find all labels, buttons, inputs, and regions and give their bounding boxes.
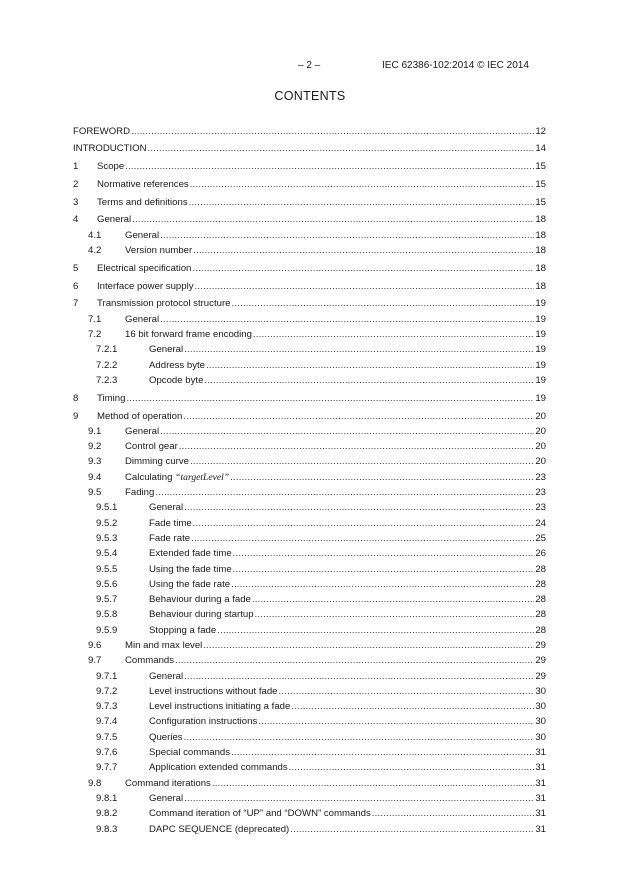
toc-entry[interactable] xyxy=(73,531,546,546)
toc-entry-title: Electrical specification xyxy=(97,262,192,274)
dot-leader xyxy=(132,212,534,227)
dot-leader xyxy=(179,439,535,454)
dot-leader xyxy=(291,699,534,714)
toc-entry[interactable] xyxy=(73,699,546,714)
toc-entry[interactable] xyxy=(73,776,546,791)
toc-entry-title: Configuration instructions xyxy=(149,716,258,728)
toc-entry[interactable] xyxy=(73,141,546,156)
toc-entry-number: 9.5.6 xyxy=(96,578,118,590)
toc-entry-page: 15 xyxy=(535,196,546,208)
toc-entry-page: 25 xyxy=(535,532,546,544)
toc-entry-page: 19 xyxy=(535,359,546,371)
dot-leader xyxy=(252,592,534,607)
toc-entry-number: 4.2 xyxy=(88,245,102,257)
toc-entry[interactable] xyxy=(73,546,546,561)
dot-leader xyxy=(125,159,534,174)
toc-entry[interactable] xyxy=(73,577,546,592)
dot-leader xyxy=(258,714,534,729)
toc-entry-number: 9.7.3 xyxy=(96,701,118,713)
toc-entry-page: 20 xyxy=(535,410,546,422)
toc-entry-page: 19 xyxy=(535,392,546,404)
toc-entry[interactable] xyxy=(73,485,546,500)
toc-entry-title: General xyxy=(97,214,132,226)
toc-entry-page: 23 xyxy=(535,487,546,499)
toc-entry-number: 8 xyxy=(73,392,79,404)
toc-entry-number: 7.2.1 xyxy=(96,344,118,356)
toc-entry[interactable] xyxy=(73,212,546,227)
page-title: CONTENTS xyxy=(274,89,346,103)
toc-entry-page: 19 xyxy=(535,313,546,325)
dot-leader xyxy=(230,470,534,485)
toc-entry[interactable] xyxy=(73,373,546,388)
toc-entry-page: 31 xyxy=(535,747,546,759)
toc-entry-page: 26 xyxy=(535,548,546,560)
toc-entry-page: 29 xyxy=(535,640,546,651)
toc-entry-number: 2 xyxy=(73,178,79,190)
dot-leader xyxy=(206,358,534,373)
dot-leader xyxy=(204,373,534,388)
toc-entry[interactable] xyxy=(73,623,546,638)
dot-leader xyxy=(255,607,535,622)
dot-leader xyxy=(184,791,534,806)
toc-entry[interactable] xyxy=(73,124,546,139)
toc-entry-page: 20 xyxy=(535,425,546,437)
toc-entry[interactable] xyxy=(73,409,546,424)
toc-entry-page: 31 xyxy=(535,762,546,774)
toc-entry-title: General xyxy=(149,344,184,356)
toc-entry-page: 19 xyxy=(535,298,546,310)
toc-entry[interactable] xyxy=(73,500,546,515)
toc-entry-page: 23 xyxy=(535,471,546,483)
dot-leader xyxy=(160,228,534,243)
toc-entry-title: Terms and definitions xyxy=(97,196,188,208)
toc-entry-title: DAPC SEQUENCE (deprecated) xyxy=(149,823,290,835)
toc-entry-title: Special commands xyxy=(149,747,231,759)
toc-entry[interactable] xyxy=(73,358,546,373)
toc-entry[interactable] xyxy=(73,653,546,668)
dot-leader xyxy=(203,638,534,653)
dot-leader xyxy=(155,485,534,500)
dot-leader xyxy=(191,531,534,546)
toc-entry-title: General xyxy=(149,792,184,804)
toc-entry-page: 14 xyxy=(535,143,546,155)
toc-entry[interactable] xyxy=(73,516,546,531)
toc-entry-title: Opcode byte xyxy=(149,374,204,386)
toc-entry[interactable] xyxy=(73,327,546,342)
toc-entry[interactable] xyxy=(73,279,546,294)
toc-entry-number: 7.2 xyxy=(88,329,102,341)
toc-entry-page: 24 xyxy=(535,517,546,529)
dot-leader xyxy=(231,296,534,311)
toc-entry-title: Transmission protocol structure xyxy=(97,298,231,310)
dot-leader xyxy=(184,500,534,515)
toc-entry[interactable] xyxy=(73,243,546,258)
toc-entry-title: Timing xyxy=(97,392,126,404)
toc-entry-number: 1 xyxy=(73,161,79,173)
toc-entry-title: Using the fade time xyxy=(149,563,232,575)
toc-entry-number: 9.7.6 xyxy=(96,747,118,759)
toc-entry-number: 9.2 xyxy=(88,441,102,453)
toc-entry-page: 18 xyxy=(535,245,546,257)
toc-entry-number: 9.6 xyxy=(88,640,102,651)
dot-leader xyxy=(184,669,534,684)
toc-entry-number: 9.8 xyxy=(88,777,102,789)
toc-entry-title: General xyxy=(149,502,184,514)
toc-entry-title: Version number xyxy=(125,245,193,257)
toc-entry-title: Address byte xyxy=(149,359,205,371)
toc-entry-title: Extended fade time xyxy=(149,548,232,560)
toc-entry-title: INTRODUCTION xyxy=(73,143,147,155)
toc-entry-title: Fading xyxy=(125,487,155,499)
dot-leader xyxy=(193,243,534,258)
toc-entry-page: 15 xyxy=(535,178,546,190)
toc-entry-page: 31 xyxy=(535,823,546,835)
toc-entry-title: General xyxy=(125,313,160,325)
toc-entry-page: 29 xyxy=(535,655,546,667)
toc-entry-number: 5 xyxy=(73,262,79,274)
toc-entry-number: 9.5.8 xyxy=(96,609,118,621)
toc-entry[interactable] xyxy=(73,312,546,327)
toc-entry-title: Fade time xyxy=(149,517,192,529)
toc-entry-page: 30 xyxy=(535,685,546,697)
toc-entry-number: 7.2.2 xyxy=(96,359,118,371)
toc-entry[interactable] xyxy=(73,806,546,821)
toc-entry-number: 9.7.1 xyxy=(96,670,118,682)
dot-leader xyxy=(217,623,534,638)
dot-leader xyxy=(279,684,535,699)
toc-entry-title: Min and max level xyxy=(125,640,203,651)
toc-entry-number: 9.7.7 xyxy=(96,762,118,774)
toc-entry[interactable] xyxy=(73,684,546,699)
toc-entry-number: 9.1 xyxy=(88,425,102,437)
dot-leader xyxy=(289,760,535,775)
toc-entry-number: 3 xyxy=(73,196,79,208)
toc-entry[interactable] xyxy=(73,454,546,469)
toc-entry-number: 6 xyxy=(73,280,79,292)
toc-entry-title: Dimming curve xyxy=(125,456,189,468)
dot-leader xyxy=(183,409,534,424)
dot-leader xyxy=(233,546,535,561)
dot-leader xyxy=(126,391,534,406)
toc-entry-title-italic: “targetLevel” xyxy=(175,471,230,483)
toc-entry-page: 19 xyxy=(535,329,546,341)
dot-leader xyxy=(189,195,535,210)
toc-entry[interactable] xyxy=(73,439,546,454)
toc-entry-page: 18 xyxy=(535,280,546,292)
toc-entry-page: 15 xyxy=(535,161,546,173)
toc-entry-title: Method of operation xyxy=(97,410,183,422)
dot-leader xyxy=(184,730,535,745)
toc-entry-number: 9.5 xyxy=(88,487,102,499)
toc-entry-title: Interface power supply xyxy=(97,280,194,292)
dot-leader xyxy=(131,124,534,139)
toc-entry-title: General xyxy=(149,670,184,682)
toc-entry-page: 18 xyxy=(535,214,546,226)
toc-entry[interactable] xyxy=(73,745,546,760)
toc-entry-page: 30 xyxy=(535,716,546,728)
toc-entry-title: Command iterations xyxy=(125,777,211,789)
toc-entry[interactable] xyxy=(73,730,546,745)
toc-entry-title: Command iteration of “UP” and “DOWN” commands xyxy=(149,808,371,820)
toc-entry-title: Control gear xyxy=(125,441,178,453)
toc-entry-number: 9 xyxy=(73,410,79,422)
toc-entry-number: 9.7.5 xyxy=(96,731,118,743)
toc-entry-title: Queries xyxy=(149,731,183,743)
toc-entry-number: 9.5.9 xyxy=(96,624,118,636)
toc-entry[interactable] xyxy=(73,562,546,577)
toc-entry-title: Scope xyxy=(97,161,125,173)
toc-entry-title: Stopping a fade xyxy=(149,624,217,636)
toc-entry-number: 9.5.7 xyxy=(96,594,118,606)
toc-entry[interactable] xyxy=(73,296,546,311)
dot-leader xyxy=(175,653,534,668)
toc-entry-page: 28 xyxy=(535,563,546,575)
toc-entry-number: 9.5.1 xyxy=(96,502,118,514)
document-reference: IEC 62386-102:2014 © IEC 2014 xyxy=(382,60,529,71)
toc-entry[interactable] xyxy=(73,822,546,837)
toc-entry[interactable] xyxy=(73,760,546,775)
toc-entry-number: 9.7.2 xyxy=(96,685,118,697)
dot-leader xyxy=(190,177,535,192)
toc-entry-page: 28 xyxy=(535,594,546,606)
dot-leader xyxy=(372,806,535,821)
toc-entry-title: Using the fade rate xyxy=(149,578,231,590)
toc-entry-number: 9.4 xyxy=(88,471,102,483)
dot-leader xyxy=(253,327,534,342)
toc-entry-title: Behaviour during a fade xyxy=(149,594,251,606)
toc-entry-number: 9.7.4 xyxy=(96,716,118,728)
toc-entry-title: Behaviour during startup xyxy=(149,609,254,621)
toc-entry-page: 31 xyxy=(535,777,546,789)
toc-entry-title: FOREWORD xyxy=(73,125,131,137)
toc-entry-number: 9.5.2 xyxy=(96,517,118,529)
dot-leader xyxy=(290,822,534,837)
dot-leader xyxy=(184,342,534,357)
dot-leader xyxy=(231,745,534,760)
toc-entry-page: 23 xyxy=(535,502,546,514)
toc-entry[interactable] xyxy=(73,177,546,192)
toc-entry-page: 18 xyxy=(535,262,546,274)
toc-entry-number: 4 xyxy=(73,214,79,226)
toc-entry-page: 12 xyxy=(535,125,546,137)
dot-leader xyxy=(160,424,534,439)
dot-leader xyxy=(195,279,535,294)
toc-entry-title: General xyxy=(125,229,160,241)
toc-entry-number: 7.2.3 xyxy=(96,374,118,386)
toc-entry-number: 4.1 xyxy=(88,229,102,241)
dot-leader xyxy=(231,577,534,592)
toc-entry[interactable] xyxy=(73,261,546,276)
toc-entry-number: 9.5.4 xyxy=(96,548,118,560)
page-number: – 2 – xyxy=(298,60,321,71)
toc-entry[interactable] xyxy=(73,638,546,653)
toc-entry-page: 18 xyxy=(535,229,546,241)
toc-entry-number: 9.8.2 xyxy=(96,808,118,820)
toc-entry-title: General xyxy=(125,425,160,437)
toc-entry[interactable] xyxy=(73,391,546,406)
dot-leader xyxy=(192,261,534,276)
dot-leader xyxy=(148,141,535,156)
toc-entry-number: 9.8.3 xyxy=(96,823,118,835)
toc-entry-number: 9.8.1 xyxy=(96,792,118,804)
toc-entry-title: Application extended commands xyxy=(149,762,288,774)
dot-leader xyxy=(212,776,534,791)
dot-leader xyxy=(193,516,535,531)
toc-entry[interactable] xyxy=(73,195,546,210)
toc-entry-title: Commands xyxy=(125,655,175,667)
toc-entry-page: 30 xyxy=(535,701,546,713)
toc-entry-number: 7 xyxy=(73,298,79,310)
toc-entry[interactable] xyxy=(73,228,546,243)
toc-entry-page: 28 xyxy=(535,624,546,636)
toc-entry-number: 9.5.5 xyxy=(96,563,118,575)
toc-entry-title: Level instructions without fade xyxy=(149,685,278,697)
toc-entry-page: 20 xyxy=(535,456,546,468)
toc-entry-title: 16 bit forward frame encoding xyxy=(125,329,252,341)
toc-entry[interactable] xyxy=(73,669,546,684)
toc-entry[interactable] xyxy=(73,607,546,622)
toc-entry-number: 9.7 xyxy=(88,655,102,667)
toc-entry-title: Level instructions initiating a fade xyxy=(149,701,291,713)
toc-entry-page: 19 xyxy=(535,374,546,386)
dot-leader xyxy=(160,312,534,327)
toc-entry-number: 9.3 xyxy=(88,456,102,468)
toc-entry-number: 9.5.3 xyxy=(96,532,118,544)
toc-entry[interactable] xyxy=(73,592,546,607)
dot-leader xyxy=(233,562,535,577)
toc-entry-page: 30 xyxy=(535,731,546,743)
toc-entry[interactable] xyxy=(73,342,546,357)
toc-entry-page: 31 xyxy=(535,808,546,820)
toc-entry-page: 28 xyxy=(535,578,546,590)
toc-entry-title: Fade rate xyxy=(149,532,191,544)
dot-leader xyxy=(190,454,534,469)
toc-entry-number: 7.1 xyxy=(88,313,102,325)
toc-entry[interactable] xyxy=(73,791,546,806)
toc-entry[interactable] xyxy=(73,470,546,485)
toc-entry-title: Calculating “targetLevel” xyxy=(125,471,230,483)
table-of-contents xyxy=(73,121,546,837)
toc-entry-page: 31 xyxy=(535,792,546,804)
toc-entry-page: 19 xyxy=(535,344,546,356)
toc-entry-page: 20 xyxy=(535,441,546,453)
toc-entry-title: Normative references xyxy=(97,178,189,190)
toc-entry[interactable] xyxy=(73,714,546,729)
toc-entry-page: 29 xyxy=(535,670,546,682)
toc-entry[interactable] xyxy=(73,424,546,439)
toc-entry[interactable] xyxy=(73,159,546,174)
toc-entry-page: 28 xyxy=(535,609,546,621)
